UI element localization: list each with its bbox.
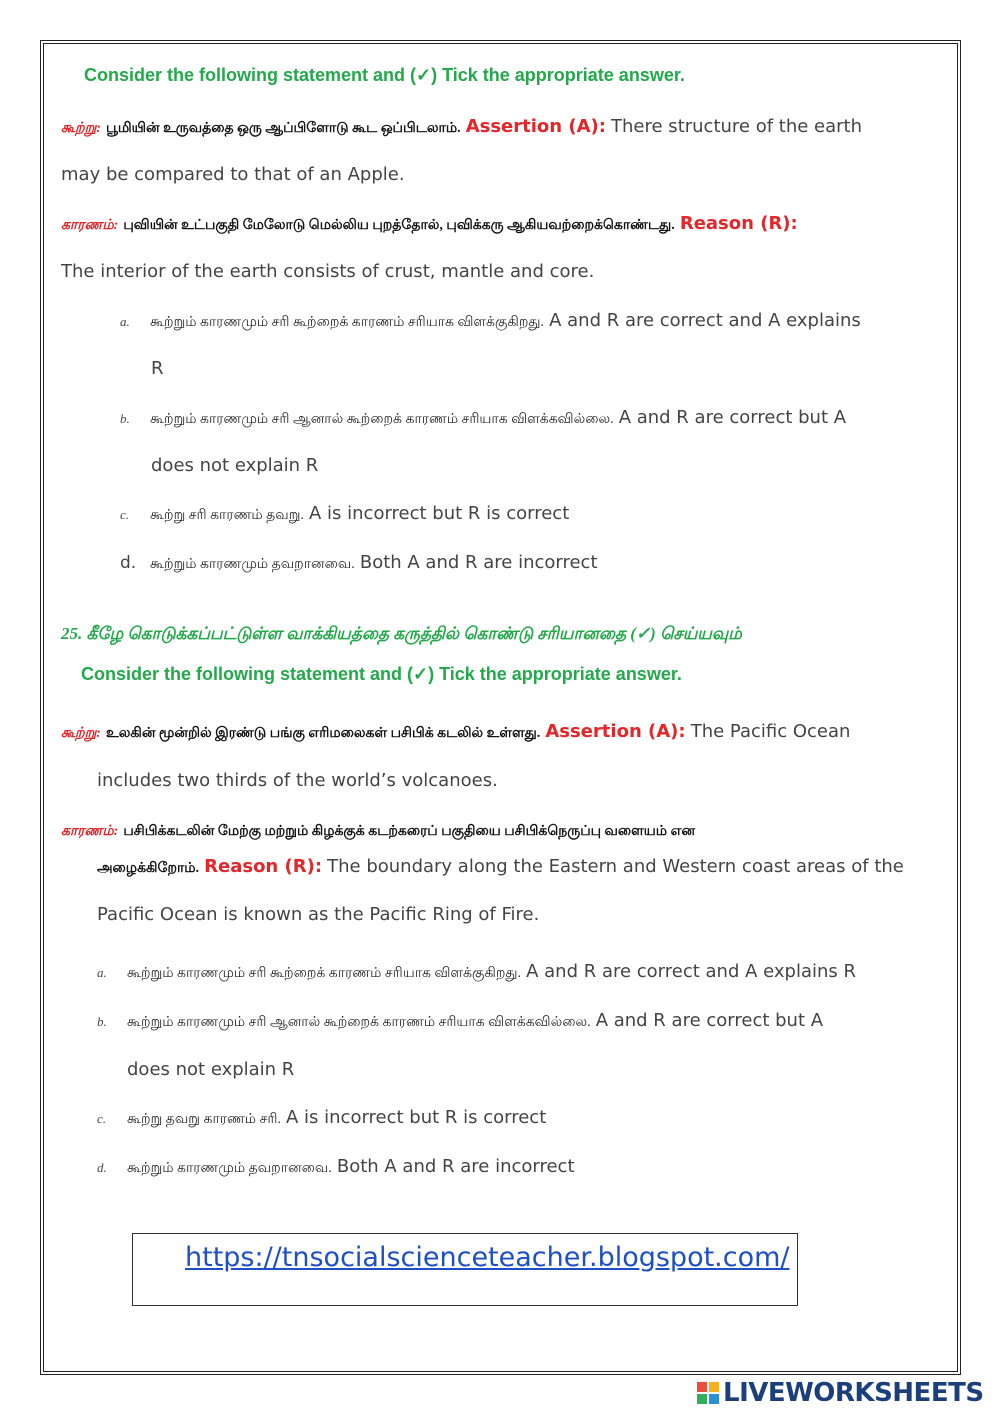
q24-reason-tag: காரணம்: xyxy=(61,218,119,233)
q25-option-b[interactable] xyxy=(97,1010,823,1032)
option-english: A and R are correct but A xyxy=(618,407,847,428)
logo-block xyxy=(697,1382,707,1392)
logo-blocks-icon xyxy=(697,1382,719,1404)
option-letter: b. xyxy=(97,1014,107,1029)
logo-block xyxy=(709,1394,719,1404)
q25-reason-english-cont: Pacific Ocean is known as the Pacific Ring of Fire. xyxy=(97,904,540,925)
liveworksheets-logo[interactable] xyxy=(697,1376,984,1410)
option-letter: c. xyxy=(97,1111,107,1126)
q24-assertion-label: Assertion (A): xyxy=(465,116,606,137)
q24-assertion-tamil: பூமியின் உருவத்தை ஒரு ஆப்பிளோடு கூட ஒப்பிடலாம். xyxy=(106,121,461,136)
q25-reason-line-2 xyxy=(97,856,904,878)
q24-reason-line xyxy=(61,213,798,235)
q25-assertion-english: The Pacific Ocean xyxy=(690,721,851,742)
option-english: Both A and R are incorrect xyxy=(359,552,598,573)
q25-reason-tamil: பசிபிக்கடலின் மேற்கு மற்றும் கிழக்குக் கடற்கரைப் பகுதியை பசிபிக்நெருப்பு வளையம் என xyxy=(123,824,696,839)
option-tamil: கூற்றும் காரணமும் சரி ஆனால் கூற்றைக் காரணம் சரியாக விளக்கவில்லை. xyxy=(150,412,614,427)
q24-option-d[interactable] xyxy=(120,552,598,574)
q24-option-b-cont: does not explain R xyxy=(151,455,319,476)
option-letter: d. xyxy=(120,553,137,573)
logo-block xyxy=(697,1394,707,1404)
q24-assertion-english: There structure of the earth xyxy=(611,116,863,137)
option-english: A is incorrect but R is correct xyxy=(286,1107,547,1128)
option-english: Both A and R are incorrect xyxy=(336,1156,575,1177)
option-english: A and R are correct but A xyxy=(595,1010,824,1031)
blog-link[interactable]: https://tnsocialscienceteacher.blogspot.com/ xyxy=(185,1242,790,1273)
q24-reason-english: The interior of the earth consists of crust, mantle and core. xyxy=(61,261,595,282)
q24-assertion-line xyxy=(61,116,862,138)
q25-option-c[interactable] xyxy=(97,1107,546,1129)
option-tamil: கூற்றும் காரணமும் சரி கூற்றைக் காரணம் சரியாக விளக்குகிறது. xyxy=(127,966,521,981)
q24-option-a-cont: R xyxy=(151,358,164,379)
option-english: A and R are correct and A explains R xyxy=(526,961,857,982)
option-letter: a. xyxy=(120,314,130,329)
option-letter: a. xyxy=(97,965,107,980)
q25-assertion-label: Assertion (A): xyxy=(545,721,686,742)
option-tamil: கூற்றும் காரணமும் சரி கூற்றைக் காரணம் சரியாக விளக்குகிறது. xyxy=(150,315,544,330)
q24-option-a[interactable] xyxy=(120,310,861,332)
brand-name: LIVEWORKSHEETS xyxy=(723,1378,984,1408)
q25-assertion-tag: கூற்று: xyxy=(61,726,101,741)
q25-heading: Consider the following statement and (✓) Tick the appropriate answer. xyxy=(81,664,682,684)
q24-assertion-tag: கூற்று: xyxy=(61,121,101,136)
q24-reason-tamil: புவியின் உட்பகுதி மேலோடு மெல்லிய புறத்தோல், புவிக்கரு ஆகியவற்றைக்கொண்டது. xyxy=(123,218,675,233)
q25-reason-tag: காரணம்: xyxy=(61,824,119,839)
q24-option-c[interactable] xyxy=(120,503,569,525)
option-tamil: கூற்றும் காரணமும் சரி ஆனால் கூற்றைக் காரணம் சரியாக விளக்கவில்லை. xyxy=(127,1015,591,1030)
option-english: A and R are correct and A explains xyxy=(549,310,861,331)
q25-assertion-english-cont: includes two thirds of the world’s volcanoes. xyxy=(97,770,498,791)
option-letter: d. xyxy=(97,1160,107,1175)
option-tamil: கூற்றும் காரணமும் தவறானவை. xyxy=(150,557,355,572)
q24-heading: Consider the following statement and (✓) Tick the appropriate answer. xyxy=(84,65,685,85)
option-english: A is incorrect but R is correct xyxy=(309,503,570,524)
q24-reason-label: Reason (R): xyxy=(679,213,798,234)
option-letter: c. xyxy=(120,507,130,522)
option-tamil: கூற்று தவறு காரணம் சரி. xyxy=(127,1112,281,1127)
q25-option-b-cont: does not explain R xyxy=(127,1059,295,1080)
q25-reason-tamil-cont: அழைக்கிறோம். xyxy=(97,861,200,876)
option-tamil: கூற்றும் காரணமும் தவறானவை. xyxy=(127,1161,332,1176)
option-tamil: கூற்று சரி காரணம் தவறு. xyxy=(150,508,304,523)
q25-reason-english: The boundary along the Eastern and Western coast areas of the xyxy=(327,856,904,877)
q25-assertion-tamil: உலகின் மூன்றில் இரண்டு பங்கு எரிமலைகள் பசிபிக் கடலில் உள்ளது. xyxy=(106,726,541,741)
q25-reason-label: Reason (R): xyxy=(204,856,323,877)
logo-block xyxy=(709,1382,719,1392)
q25-heading-tamil: 25. கீழே கொடுக்கப்பட்டுள்ள வாக்கியத்தை கருத்தில் கொண்டு சரியானதை (✓) செய்யவும் xyxy=(61,624,742,643)
q25-assertion-line xyxy=(61,721,850,743)
q25-reason-line xyxy=(61,820,695,841)
q24-option-b[interactable] xyxy=(120,407,846,429)
q25-option-a[interactable] xyxy=(97,961,856,983)
q25-option-d[interactable] xyxy=(97,1156,575,1178)
option-letter: b. xyxy=(120,411,130,426)
q24-assertion-english-cont: may be compared to that of an Apple. xyxy=(61,164,405,185)
